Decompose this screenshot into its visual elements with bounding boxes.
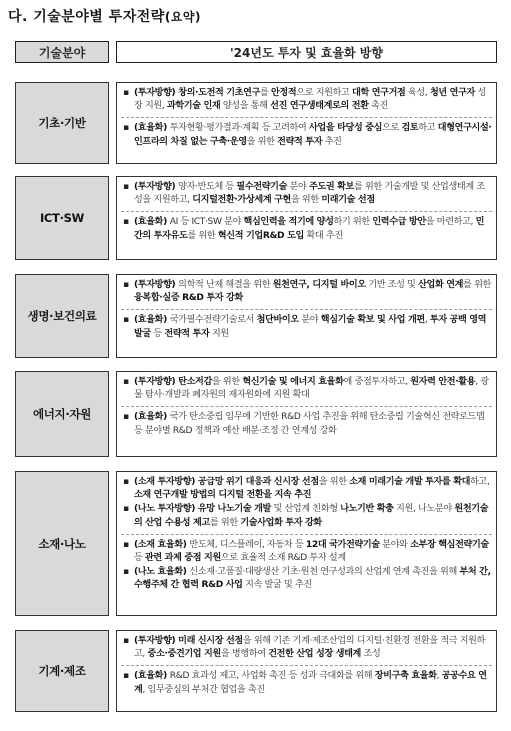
bullet-item bbox=[121, 539, 492, 565]
emphasis-text: 장비구축 bbox=[374, 671, 412, 682]
body-text: 을 위한 bbox=[318, 477, 350, 487]
body-text: 하고 bbox=[418, 123, 438, 134]
body-text: 양자·반도체 등 bbox=[178, 182, 237, 192]
emphasis-text: (나노 효율화) bbox=[134, 567, 190, 578]
category-content bbox=[116, 471, 497, 616]
body-text: 성장 지원, bbox=[134, 88, 486, 112]
emphasis-text: 원천기술의 산업 수용성 제고 bbox=[134, 504, 489, 528]
body-text: 의학적 난제 해결을 위한 bbox=[178, 280, 273, 290]
emphasis-text: (투자방향) bbox=[134, 280, 179, 290]
body-text: 를 위한 기술개발 및 bbox=[353, 182, 432, 192]
category-cell: 소재·나노 bbox=[15, 471, 109, 616]
body-text: 를 위한 bbox=[209, 517, 241, 528]
body-text: 지속 발굴 및 추진 bbox=[242, 580, 312, 591]
emphasis-text: 첨단바이오 bbox=[256, 315, 299, 326]
emphasis-text: (소재 효율화) bbox=[134, 539, 190, 550]
body-text: 반도체, 디스플레이, 자동차 등 bbox=[189, 539, 306, 550]
emphasis-text: 유망 나노기술 개발 bbox=[197, 504, 271, 515]
column-header-direction: '24년도 투자 및 효율화 방향 bbox=[116, 41, 497, 63]
emphasis-text: 청년 연구자 bbox=[429, 88, 475, 98]
bullet-item bbox=[121, 670, 492, 696]
emphasis-text: (투자방향) bbox=[134, 377, 179, 387]
emphasis-text: 과학기술 인재 bbox=[166, 101, 221, 112]
body-text: 을 위한 bbox=[211, 377, 243, 387]
emphasis-text: 원자력 안전·활용 bbox=[410, 377, 476, 387]
emphasis-text: 관련 과제 중점 지원 bbox=[144, 553, 221, 564]
body-text: 육성, bbox=[405, 88, 430, 98]
emphasis-text: 민간의 투자유도 bbox=[134, 217, 485, 241]
category-cell: 생명·보건의료 bbox=[15, 274, 109, 358]
bullet-item bbox=[121, 181, 492, 207]
divider bbox=[121, 534, 492, 535]
emphasis-text: 원천연구, 디지털 바이오 bbox=[272, 280, 366, 290]
body-text: 지원, bbox=[393, 504, 419, 515]
category-content bbox=[116, 82, 497, 164]
emphasis-text: 필수전략기술 bbox=[236, 182, 288, 192]
body-text: 을 병행하여 bbox=[220, 649, 269, 660]
emphasis-text: 12대 국가전략기술 bbox=[305, 539, 380, 550]
category-content bbox=[116, 371, 497, 457]
body-text: 를 위한 bbox=[463, 280, 491, 290]
body-text: 으로 bbox=[382, 123, 402, 134]
body-text: 분야 bbox=[287, 182, 309, 192]
divider bbox=[121, 211, 492, 212]
emphasis-text: (투자방향) bbox=[134, 636, 179, 646]
body-text: 을 위해 기존 기계·제조산업의 디지털·친환경 전환을 bbox=[242, 636, 441, 646]
category-cell: 에너지·자원 bbox=[15, 371, 109, 457]
emphasis-text: 핵심전략기술 bbox=[438, 539, 489, 550]
bullet-item bbox=[121, 216, 492, 242]
body-text: 추진 bbox=[322, 136, 342, 147]
emphasis-text: 전략적 투자 bbox=[277, 136, 323, 147]
body-text: 촉진 bbox=[368, 101, 389, 112]
bullet-item bbox=[121, 376, 492, 402]
emphasis-text: 사업을 타당성 중심 bbox=[308, 123, 383, 134]
column-header-category: 기술분야 bbox=[15, 41, 109, 63]
emphasis-text: 중소·중견기업 지원 bbox=[147, 649, 221, 660]
emphasis-text: 나노기반 확충 bbox=[340, 504, 394, 515]
emphasis-text: 투자 공백 영역 발굴 bbox=[134, 315, 487, 339]
body-text: 하기 위한 bbox=[333, 217, 373, 228]
body-text: 을 위한 bbox=[246, 136, 278, 147]
emphasis-text: 부처 간, 수행주체 간 협력 R&D 사업 bbox=[134, 567, 491, 591]
emphasis-text: 창의·도전적 기초연구 bbox=[178, 88, 261, 98]
body-text: 을 위한 bbox=[290, 195, 322, 206]
emphasis-text: 안정적 bbox=[271, 88, 297, 98]
bullet-item bbox=[121, 411, 492, 437]
body-text: 국가필수전략기술로서 bbox=[169, 315, 257, 326]
emphasis-text: 소재 연구개발 방법의 디지털 전환을 지속 추진 bbox=[134, 490, 312, 501]
emphasis-text: (효율화) bbox=[134, 412, 170, 423]
body-text: 에 중점투자하고, bbox=[343, 377, 411, 387]
body-text: 분야 bbox=[298, 315, 321, 326]
bullet-item bbox=[121, 476, 492, 502]
body-text: , bbox=[436, 671, 442, 682]
emphasis-text: (효율화) bbox=[134, 315, 170, 326]
divider bbox=[121, 117, 492, 118]
body-text: 지원 bbox=[209, 328, 229, 339]
emphasis-text: (투자방향) bbox=[134, 182, 179, 192]
emphasis-text: 핵심기술 확보 및 사업 개편 bbox=[320, 315, 425, 326]
bullet-item bbox=[121, 87, 492, 113]
emphasis-text: 기술사업화 투자 강화 bbox=[240, 517, 322, 528]
body-text: 조성 bbox=[361, 649, 381, 660]
emphasis-text: 혁신기술 및 에너지 효율화 bbox=[242, 377, 344, 387]
emphasis-text: 탄소저감 bbox=[178, 377, 212, 387]
emphasis-text: 주도권 확보 bbox=[308, 182, 354, 192]
category-content bbox=[116, 274, 497, 358]
emphasis-text: 검토 bbox=[401, 123, 419, 134]
body-text: 양성을 통해 bbox=[220, 101, 271, 112]
section-heading-suffix: (요약) bbox=[164, 10, 201, 24]
emphasis-text: 효율화 bbox=[411, 671, 437, 682]
emphasis-text: (나노 투자방향) bbox=[134, 504, 198, 515]
emphasis-text: 소재 미래기술 bbox=[349, 477, 406, 487]
body-text: , 임무중심의 부처간 협업을 촉진 bbox=[142, 684, 265, 695]
emphasis-text: 미래기술 선점 bbox=[321, 195, 375, 206]
category-content bbox=[116, 630, 497, 712]
body-text: 및 산업계 친화형 bbox=[270, 504, 341, 515]
body-text: 을 마련하고, bbox=[425, 217, 476, 228]
emphasis-text: 인력수급 bbox=[372, 217, 409, 228]
body-text: 확대 추진 bbox=[303, 230, 343, 241]
emphasis-text: 혁신적 기업R&D 도입 bbox=[217, 230, 304, 241]
emphasis-text: 소부장 bbox=[410, 539, 439, 550]
divider bbox=[121, 665, 492, 666]
emphasis-text: 방안 bbox=[408, 217, 426, 228]
emphasis-text: 산업화 연계 bbox=[418, 280, 464, 290]
body-text: AI 등 ICT·SW 분야 bbox=[169, 217, 244, 228]
body-text: 분야와 bbox=[379, 539, 411, 550]
body-text: 으로 효율적 소재 R&D 투자 설계 bbox=[220, 553, 346, 564]
body-text: 적극 지원하고, bbox=[134, 636, 486, 660]
emphasis-text: (효율화) bbox=[134, 671, 170, 682]
body-text: 등 bbox=[134, 553, 145, 564]
emphasis-text: 건전한 산업 성장 생태계 bbox=[268, 649, 361, 660]
divider bbox=[121, 309, 492, 310]
emphasis-text: 융복합·실증 R&D 투자 강화 bbox=[134, 293, 243, 304]
body-text: 를 bbox=[260, 88, 271, 98]
emphasis-text: (소재 투자방향) bbox=[134, 477, 198, 487]
emphasis-text: (효율화) bbox=[134, 123, 170, 134]
body-text: 기반 조성 및 bbox=[365, 280, 419, 290]
emphasis-text: 전략적 투자 bbox=[164, 328, 210, 339]
body-text: 촉진을 위해 bbox=[412, 567, 460, 578]
category-cell: 기계·제조 bbox=[15, 630, 109, 712]
body-text: , 광물 탐사·개발과 폐자원의 재자원화에 지원 확대 bbox=[134, 377, 489, 401]
emphasis-text: (효율화) bbox=[134, 217, 170, 228]
emphasis-text: 디지털전환·가상세계 구현 bbox=[192, 195, 291, 206]
divider bbox=[121, 406, 492, 407]
emphasis-text: 선진 연구생태계로의 전환 bbox=[270, 101, 369, 112]
body-text: 산업생태계 조성을 지원하고, bbox=[134, 182, 485, 206]
emphasis-text: 미래 신시장 선점 bbox=[178, 636, 243, 646]
category-cell: ICT·SW bbox=[15, 176, 109, 260]
body-text: , bbox=[424, 315, 430, 326]
body-text: 등 bbox=[150, 328, 165, 339]
body-text: 하고, bbox=[470, 477, 490, 487]
body-text: 를 위한 bbox=[187, 230, 218, 241]
bullet-item bbox=[121, 503, 492, 529]
bullet-item bbox=[121, 314, 492, 340]
section-heading bbox=[8, 6, 201, 26]
category-cell: 기초·기반 bbox=[15, 82, 109, 164]
bullet-item bbox=[121, 635, 492, 661]
body-text: 투자현황·평가결과·계획 등 고려하여 bbox=[169, 123, 309, 134]
body-text: 으로 지원하고 bbox=[296, 88, 353, 98]
body-text: 나노분야 bbox=[418, 504, 455, 515]
body-text: R&D 효과성 제고, 사업화 촉진 등 성과 극대화를 위해 bbox=[169, 671, 375, 682]
section-heading-text: 다. 기술분야별 투자전략 bbox=[8, 9, 165, 25]
category-content bbox=[116, 176, 497, 260]
emphasis-text: (투자방향) bbox=[134, 88, 179, 98]
body-text: 국가 탄소중립 임무에 기반한 R&D 사업 추진을 위해 탄소중립 bbox=[169, 412, 406, 423]
bullet-item bbox=[121, 566, 492, 592]
bullet-item bbox=[121, 279, 492, 305]
emphasis-text: 대학 연구거점 bbox=[352, 88, 406, 98]
body-text: 기술혁신 전략로드맵 등 분야별 R&D 정책과 예산 배분·조정 간 연계성 강화 bbox=[134, 412, 485, 436]
bullet-item bbox=[121, 122, 492, 148]
emphasis-text: 공공수요 연계 bbox=[134, 671, 487, 695]
emphasis-text: 개발 투자를 확대 bbox=[405, 477, 471, 487]
emphasis-text: 공급망 위기 대응과 신시장 선점 bbox=[197, 477, 319, 487]
emphasis-text: 핵심인력을 적기에 양성 bbox=[243, 217, 334, 228]
body-text: 신소재·고품질·대량생산 기초·원천 연구성과의 산업계 연계 bbox=[189, 567, 413, 578]
emphasis-text: 대형연구시설·인프라의 차질 없는 구축·운영 bbox=[134, 123, 492, 147]
